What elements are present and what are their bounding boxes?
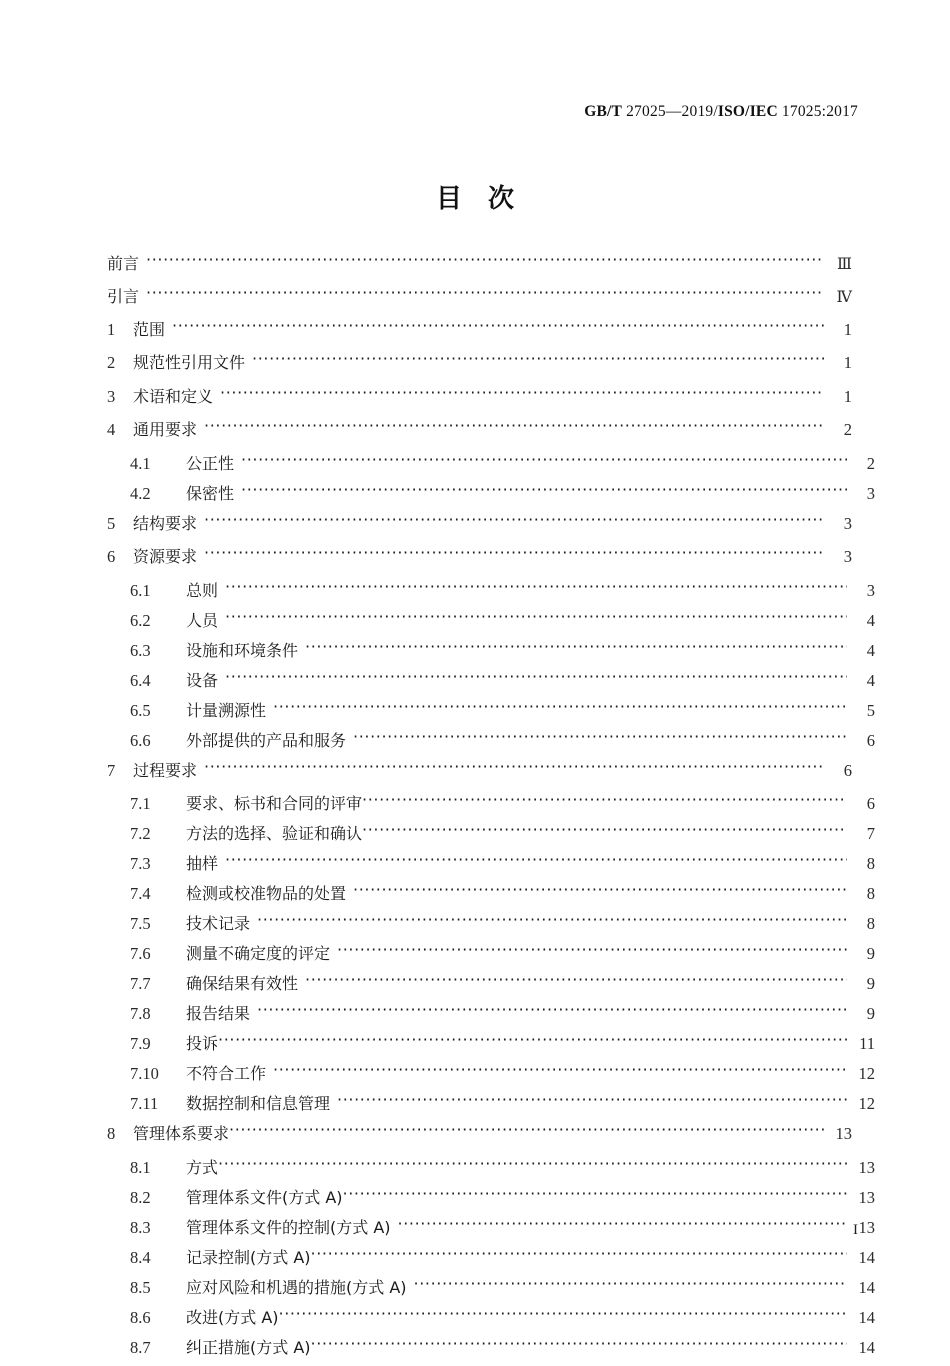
toc-entry-label: 管理体系要求: [133, 1124, 230, 1143]
toc-entry-label: 检测或校准物品的处置: [186, 884, 347, 903]
toc-dot-leader: [362, 793, 847, 810]
toc-entry-label: 投诉: [186, 1034, 219, 1053]
toc-entry-number: 3: [107, 386, 116, 406]
toc-entry-label: 管理体系文件的控制(方式 A): [186, 1217, 391, 1237]
toc-entry-page-number: 13: [858, 1157, 875, 1177]
toc-entry[interactable]: [107, 1003, 875, 1033]
toc-entry-label: 资源要求: [133, 547, 198, 566]
toc-entry-page-number: 14: [858, 1247, 875, 1267]
toc-entry-number: 4.2: [130, 483, 151, 503]
header-standard-number-1: 27025—2019/: [622, 103, 718, 120]
toc-entry-page-number: 4: [866, 640, 875, 660]
toc-entry[interactable]: [107, 512, 852, 546]
toc-dot-leader: [257, 913, 847, 930]
toc-dot-leader: [204, 759, 824, 776]
toc-entry-number: 6.4: [130, 670, 151, 690]
toc-dot-leader: [241, 452, 847, 469]
toc-dot-leader: [220, 385, 824, 402]
toc-entry[interactable]: [107, 1156, 875, 1186]
toc-entry-page-number: 7: [866, 824, 875, 843]
toc-dot-leader: [204, 419, 824, 436]
toc-entry-page-number: 6: [866, 794, 875, 813]
toc-entry-number: 4: [107, 420, 116, 439]
toc-entry[interactable]: [107, 482, 875, 512]
toc-entry[interactable]: [107, 1063, 875, 1093]
toc-entry-page-number: 3: [843, 547, 852, 566]
toc-entry-page-number: 2: [866, 453, 875, 473]
toc-entry-label: 外部提供的产品和服务: [186, 730, 347, 750]
header-standard-prefix: GB/T: [584, 103, 623, 120]
toc-entry-page-number: 9: [866, 974, 875, 993]
toc-dot-leader: [225, 609, 847, 626]
toc-dot-leader: [146, 252, 824, 269]
toc-entry[interactable]: [107, 419, 852, 453]
toc-dot-leader: [225, 669, 847, 686]
toc-entry-page-number: 4: [866, 670, 875, 690]
toc-entry[interactable]: [107, 1123, 852, 1157]
toc-entry-label: 要求、标书和合同的评审: [186, 794, 363, 813]
toc-dot-leader: [204, 546, 824, 563]
toc-dot-leader: [273, 1063, 847, 1080]
toc-entry-label: 人员: [186, 610, 219, 630]
toc-dot-leader: [311, 1246, 847, 1263]
toc-entry[interactable]: [107, 609, 875, 639]
toc-entry-number: 1: [107, 319, 116, 339]
toc-entry-page-number: 3: [843, 513, 852, 533]
toc-dot-leader: [362, 823, 847, 840]
toc-entry-number: 8.4: [130, 1247, 151, 1267]
toc-entry-page-number: 12: [858, 1064, 875, 1083]
toc-entry-label: 不符合工作: [186, 1064, 267, 1083]
toc-dot-leader: [218, 1156, 847, 1173]
table-of-contents: [107, 252, 875, 1366]
toc-entry[interactable]: [107, 285, 852, 318]
toc-dot-leader: [305, 973, 847, 990]
toc-entry-label: 报告结果: [186, 1004, 251, 1023]
toc-entry-number: 8.6: [130, 1307, 151, 1327]
toc-entry-label: 设施和环境条件: [186, 640, 299, 660]
toc-dot-leader: [414, 1276, 847, 1293]
toc-entry[interactable]: [107, 639, 875, 669]
toc-dot-leader: [252, 352, 824, 369]
toc-entry-label: 公正性: [186, 453, 235, 473]
toc-entry-label: 总则: [186, 580, 219, 600]
toc-entry-page-number: 5: [866, 700, 875, 720]
toc-entry[interactable]: [107, 1276, 875, 1306]
toc-entry-page-number: 8: [866, 854, 875, 873]
toc-dot-leader: [225, 579, 847, 596]
toc-entry-number: 6.5: [130, 700, 151, 720]
toc-dot-leader: [337, 943, 847, 960]
toc-entry-label: 计量溯源性: [186, 700, 267, 720]
toc-entry-page-number: 1: [843, 386, 852, 406]
toc-entry-number: 7.9: [130, 1034, 151, 1053]
toc-entry-number: 8.7: [130, 1337, 151, 1357]
toc-entry[interactable]: [107, 1216, 875, 1246]
toc-entry[interactable]: [107, 1186, 875, 1216]
toc-entry-number: 4.1: [130, 453, 151, 473]
toc-entry-number: 7.2: [130, 824, 151, 843]
toc-entry-number: 8.3: [130, 1217, 151, 1237]
toc-entry[interactable]: [107, 823, 875, 853]
toc-entry-number: 7.7: [130, 974, 151, 993]
toc-entry[interactable]: [107, 1033, 875, 1063]
toc-entry-number: 7.11: [130, 1094, 159, 1113]
toc-entry-label: 范围: [133, 319, 166, 339]
toc-entry-number: 7.3: [130, 854, 151, 873]
toc-dot-leader: [204, 512, 824, 529]
toc-entry-page-number: 13: [858, 1217, 875, 1237]
toc-entry[interactable]: [107, 318, 852, 352]
toc-entry-page-number: 3: [866, 483, 875, 503]
toc-dot-leader: [172, 318, 824, 335]
toc-entry[interactable]: [107, 759, 852, 793]
toc-entry-number: 6.2: [130, 610, 151, 630]
toc-dot-leader: [225, 853, 847, 870]
toc-entry-label: 方法的选择、验证和确认: [186, 824, 363, 843]
toc-dot-leader: [343, 1186, 847, 1203]
toc-entry-label: 测量不确定度的评定: [186, 944, 331, 963]
toc-entry-page-number: 11: [859, 1034, 875, 1053]
toc-entry[interactable]: [107, 579, 875, 609]
toc-entry-label: 保密性: [186, 483, 235, 503]
toc-entry-page-number: 1: [843, 353, 852, 372]
toc-dot-leader: [398, 1216, 847, 1233]
toc-dot-leader: [273, 699, 847, 716]
toc-entry-number: 8: [107, 1124, 116, 1143]
toc-entry[interactable]: [107, 973, 875, 1003]
toc-entry-label: 纠正措施(方式 A): [186, 1337, 311, 1357]
toc-entry-label: 设备: [186, 670, 219, 690]
toc-entry-label: 前言: [107, 253, 140, 273]
toc-entry-label: 规范性引用文件: [133, 353, 246, 372]
toc-entry-page-number: 3: [866, 580, 875, 600]
toc-entry-number: 5: [107, 513, 116, 533]
toc-dot-leader: [353, 729, 847, 746]
toc-entry-number: 6.3: [130, 640, 151, 660]
toc-entry-number: 6.1: [130, 580, 151, 600]
toc-entry-number: 7.1: [130, 794, 151, 813]
toc-entry-label: 引言: [107, 286, 140, 306]
toc-entry-number: 6: [107, 547, 116, 566]
toc-entry[interactable]: [107, 669, 875, 699]
toc-dot-leader: [311, 1336, 847, 1353]
toc-entry-page-number: 6: [843, 760, 852, 780]
toc-entry-page-number: Ⅲ: [837, 255, 852, 273]
toc-entry-label: 应对风险和机遇的措施(方式 A): [186, 1277, 407, 1297]
toc-dot-leader: [146, 285, 824, 302]
toc-entry[interactable]: [107, 883, 875, 913]
toc-entry-label: 通用要求: [133, 420, 198, 439]
toc-entry-page-number: 13: [858, 1187, 875, 1207]
toc-entry-number: 2: [107, 353, 116, 372]
toc-entry-page-number: 14: [858, 1337, 875, 1357]
toc-entry-page-number: 8: [866, 914, 875, 933]
toc-entry-label: 方式: [186, 1157, 219, 1177]
toc-entry-label: 确保结果有效性: [186, 974, 299, 993]
toc-entry[interactable]: [107, 943, 875, 973]
toc-entry-page-number: 6: [866, 730, 875, 750]
toc-entry[interactable]: [107, 352, 852, 386]
toc-entry-label: 过程要求: [133, 760, 198, 780]
toc-entry-page-number: 9: [866, 1004, 875, 1023]
toc-entry-page-number: 1: [843, 319, 852, 339]
toc-entry-label: 记录控制(方式 A): [186, 1247, 311, 1267]
toc-entry[interactable]: [107, 452, 875, 482]
page-title: 目次: [435, 184, 540, 214]
toc-entry-label: 技术记录: [186, 914, 251, 933]
toc-entry-page-number: 4: [866, 610, 875, 630]
toc-entry-label: 改进(方式 A): [186, 1307, 279, 1327]
toc-dot-leader: [257, 1003, 847, 1020]
toc-entry-page-number: 9: [866, 944, 875, 963]
toc-entry-number: 7.5: [130, 914, 151, 933]
header-standard-number-2: 17025:2017: [777, 103, 858, 120]
footer-page-number: I: [853, 1222, 858, 1238]
toc-entry[interactable]: [107, 252, 852, 285]
toc-entry-number: 8.1: [130, 1157, 151, 1177]
toc-entry-page-number: 2: [843, 420, 852, 439]
toc-entry-page-number: 8: [866, 884, 875, 903]
toc-entry[interactable]: [107, 385, 852, 419]
toc-entry-label: 抽样: [186, 854, 219, 873]
toc-dot-leader: [279, 1306, 847, 1323]
toc-entry-page-number: 14: [858, 1307, 875, 1327]
running-header: [584, 103, 858, 121]
toc-entry-page-number: 13: [835, 1124, 852, 1143]
toc-entry-page-number: 12: [858, 1094, 875, 1113]
toc-entry-label: 结构要求: [133, 513, 198, 533]
toc-entry-number: 7.6: [130, 944, 151, 963]
toc-entry-number: 8.2: [130, 1187, 151, 1207]
toc-entry[interactable]: [107, 699, 875, 729]
toc-dot-leader: [353, 883, 847, 900]
toc-entry-label: 术语和定义: [133, 386, 214, 406]
toc-entry-label: 数据控制和信息管理: [186, 1094, 331, 1113]
toc-dot-leader: [305, 639, 847, 656]
toc-entry[interactable]: [107, 1336, 875, 1366]
toc-entry[interactable]: [107, 1306, 875, 1336]
toc-entry[interactable]: [107, 793, 875, 823]
toc-entry[interactable]: [107, 1246, 875, 1276]
toc-entry-label: 管理体系文件(方式 A): [186, 1187, 343, 1207]
toc-entry[interactable]: [107, 853, 875, 883]
toc-entry-number: 7.10: [130, 1064, 159, 1083]
toc-entry[interactable]: [107, 729, 875, 759]
toc-entry-number: 7: [107, 760, 116, 780]
toc-dot-leader: [229, 1123, 824, 1140]
toc-entry[interactable]: [107, 1093, 875, 1123]
toc-entry-page-number: Ⅳ: [836, 288, 852, 306]
toc-dot-leader: [337, 1093, 847, 1110]
toc-dot-leader: [241, 482, 847, 499]
toc-entry[interactable]: [107, 546, 852, 580]
toc-dot-leader: [218, 1033, 847, 1050]
toc-entry[interactable]: [107, 913, 875, 943]
toc-entry-number: 7.8: [130, 1004, 151, 1023]
toc-entry-number: 6.6: [130, 730, 151, 750]
toc-entry-number: 8.5: [130, 1277, 151, 1297]
toc-entry-page-number: 14: [858, 1277, 875, 1297]
header-isoiec-prefix: ISO/IEC: [717, 103, 778, 120]
toc-entry-number: 7.4: [130, 884, 151, 903]
